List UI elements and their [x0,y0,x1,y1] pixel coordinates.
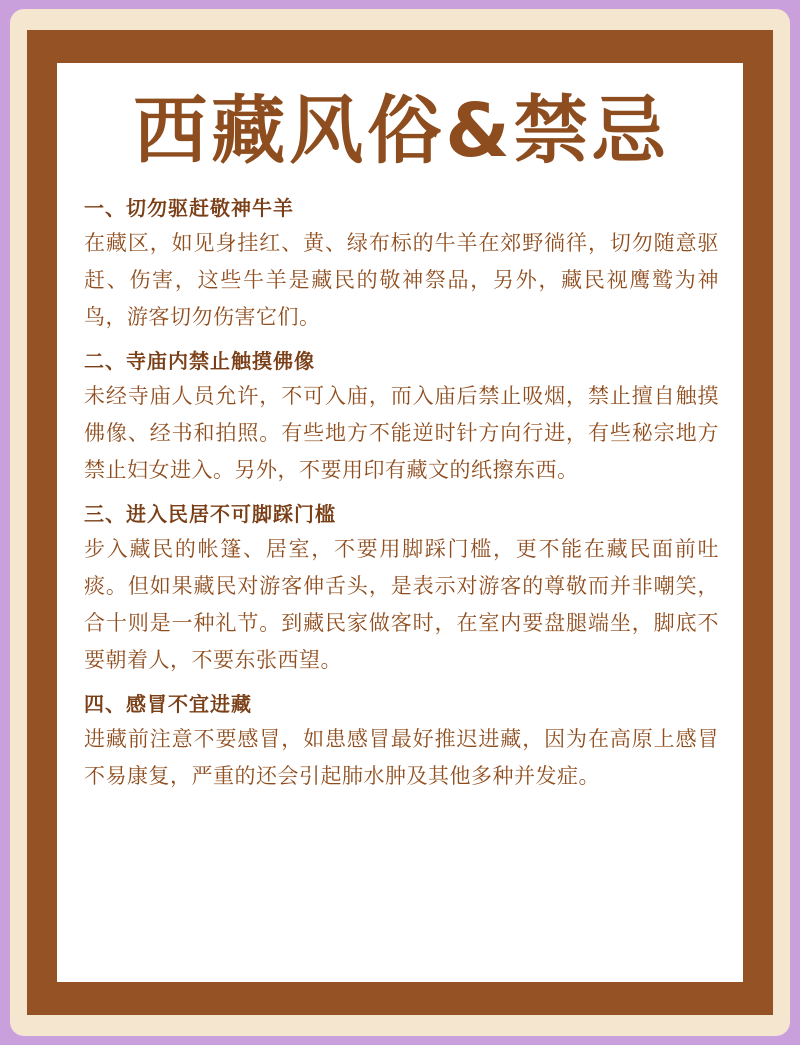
section-heading: 三、进入民居不可脚踩门槛 [84,502,336,526]
page-title: 西藏风俗&禁忌 [133,88,670,174]
section-body: 步入藏民的帐篷、居室，不要用脚踩门槛，更不能在藏民面前吐痰。但如果藏民对游客伸舌头，是表示对游客的尊敬而并非嘲笑，合十则是一种礼节。到藏民家做客时，在室内要盘腿端坐，脚底不要朝着人，不要东张西望。 [84,537,719,672]
section-heading: 一、切勿驱赶敬神牛羊 [84,196,294,220]
section-temple [84,346,719,489]
section-heading: 四、感冒不宜进藏 [84,692,252,716]
section-herd-animals [84,193,719,336]
content-card [57,63,743,982]
section-body: 进藏前注意不要感冒，如患感冒最好推迟进藏，因为在高原上感冒不易康复，严重的还会引起肺水肿及其他多种并发症。 [84,727,719,788]
section-body: 在藏区，如见身挂红、黄、绿布标的牛羊在郊野徜徉，切勿随意驱赶、伤害，这些牛羊是藏民的敬神祭品，另外，藏民视鹰鹫为神鸟，游客切勿伤害它们。 [84,231,719,329]
section-cold [84,689,719,795]
section-body: 未经寺庙人员允许，不可入庙，而入庙后禁止吸烟，禁止擅自触摸佛像、经书和拍照。有些地方不能逆时针方向行进，有些秘宗地方禁止妇女进入。另外，不要用印有藏文的纸擦东西。 [84,384,719,482]
section-home-visit [84,499,719,679]
section-heading: 二、寺庙内禁止触摸佛像 [84,349,315,373]
